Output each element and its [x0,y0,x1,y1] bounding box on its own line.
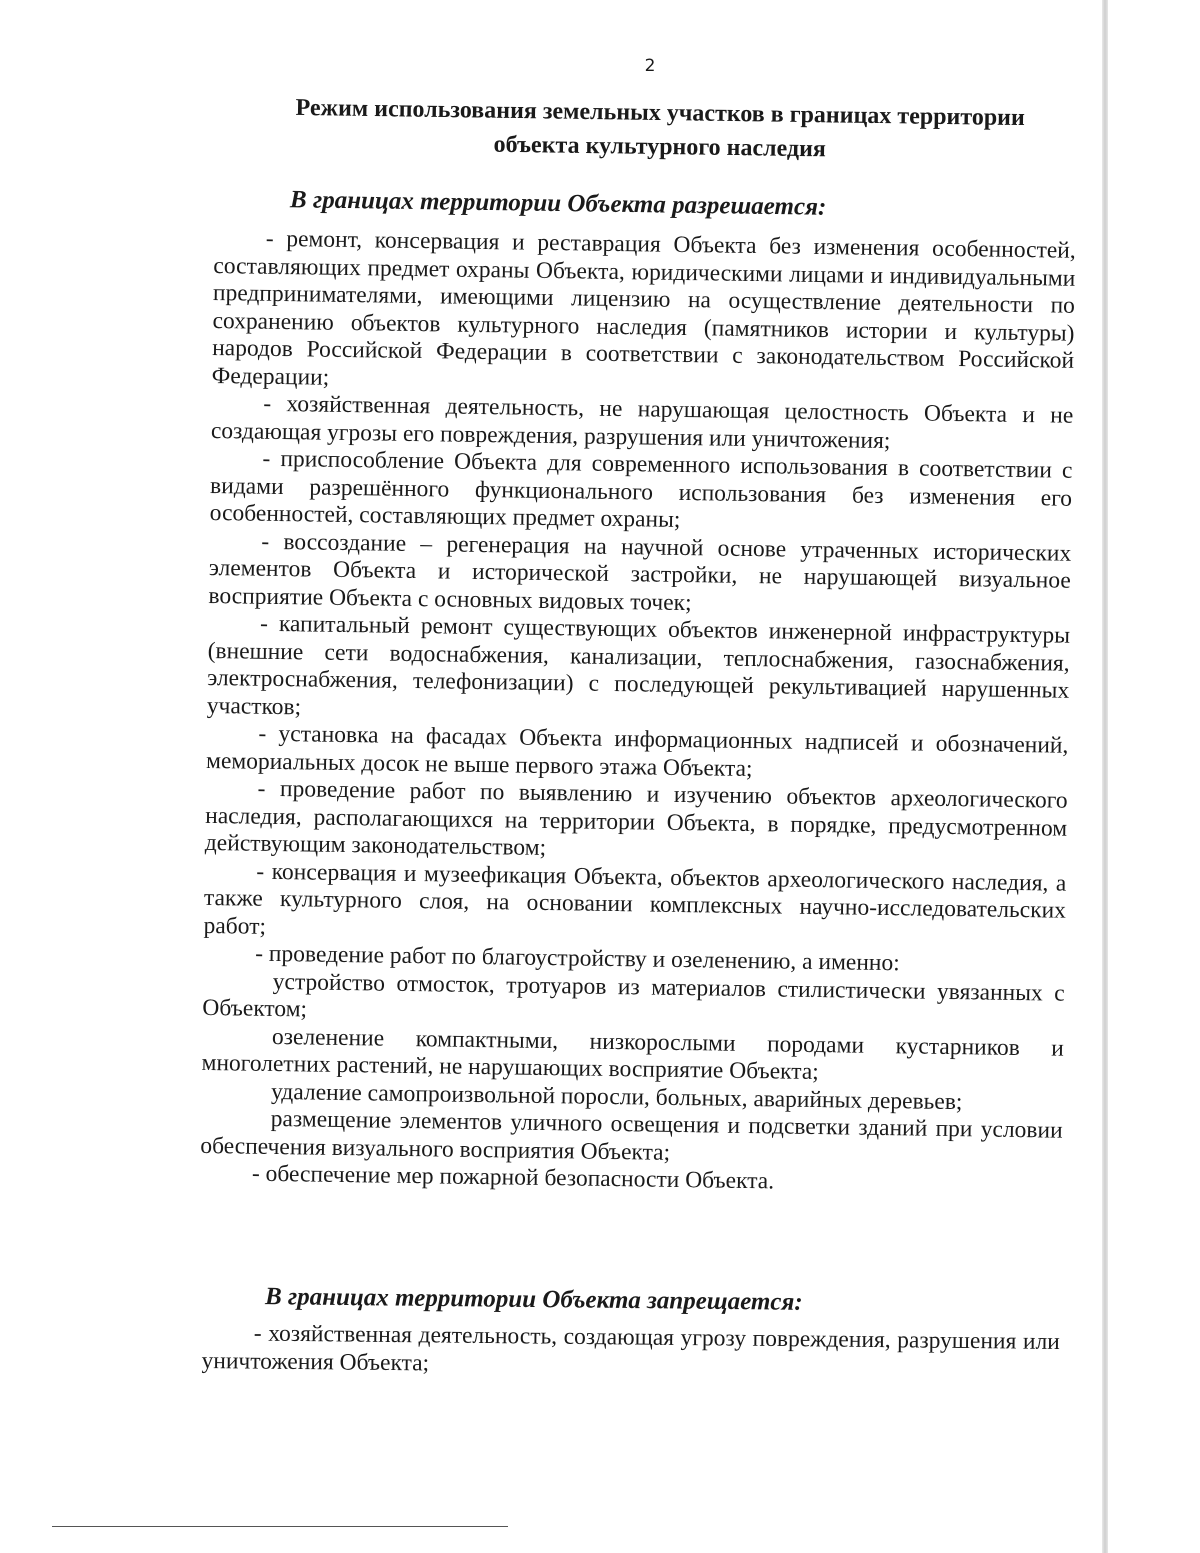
allowed-subitem: озеленение компактными, низкорослыми породами кустарников и многолетних растений, не нарушающих восприятие Объекта; [201,1023,1065,1086]
allowed-item: - хозяйственная деятельность, не нарушающая целостность Объекта и не создающая угрозы его повреждения, разрушения или уничтожения; [210,390,1074,454]
allowed-item-last: - обеспечение мер пожарной безопасности Объекта. [251,1160,775,1195]
allowed-section-heading: В границах территории Объекта разрешается: [289,186,827,221]
footnote-divider [52,1526,508,1527]
scan-edge-shadow [1102,0,1108,1553]
allowed-item: - приспособление Объекта для современного использования в соответствии с видами разрешённого функционального использования без изменения его особенностей, составляющих предмет охраны; [209,445,1073,533]
allowed-item: - капитальный ремонт существующих объектов инженерной инфраструктуры (внешние сети водоснабжения, канализации, теплоснабжения, газоснабжения, электроснабжения, телефонизации) с последующей рекультивацией нарушенных участков; [206,610,1071,720]
document-title [230,90,1091,170]
allowed-item: - проведение работ по благоустройству и озеленению, а именно: [255,940,900,977]
allowed-subitem: размещение элементов уличного освещения и подсветки зданий при условии обеспечения визуального восприятия Объекта; [200,1105,1063,1166]
page-number: 2 [644,56,656,76]
allowed-subitem: удаление самопроизвольной поросли, больных, аварийных деревьев; [270,1078,963,1115]
title-line-1: Режим использования земельных участков в границах территории [295,94,1025,132]
allowed-item: - ремонт, консервация и реставрация Объекта без изменения особенностей, составляющих предмет охраны Объекта, юридическими лицами и индивидуальными предпринимателями, имеющими лицензию на осуществление деятельности по сохранению объектов культурного наследия (памятников истории и культуры) народов Российской Федерации в соответствии с законодательством Российской Федерации; [211,225,1076,391]
allowed-item: - консервация и музеефикация Объекта, объектов археологического наследия, а также культурного слоя, на основании комплексных научно-исследовательских работ; [203,858,1067,940]
forbidden-section-heading: В границах территории Объекта запрещается: [264,1283,803,1316]
allowed-subitem: устройство отмосток, тротуаров из материалов стилистически увязанных с Объектом; [202,968,1065,1023]
allowed-section-body [200,225,1076,1200]
allowed-item: - воссоздание – регенерация на научной основе утраченных исторических элементов Объекта и исторической застройки, не нарушающей визуальное восприятие Объекта с основных видовых точек; [208,528,1072,616]
forbidden-item: - хозяйственная деятельность, создающая угрозу повреждения, разрушения или уничтожения Объекта; [201,1320,1060,1376]
title-line-2: объекта культурного наследия [493,131,827,163]
forbidden-section-body [201,1320,1060,1384]
allowed-item: - установка на фасадах Объекта информационных надписей и обозначений, мемориальных досок не выше первого этажа Объекта; [205,720,1069,782]
allowed-item: - проведение работ по выявлению и изучению объектов археологического наследия, располагающихся на территории Объекта, в порядке, предусмотренном действующим законодательством; [204,775,1068,861]
